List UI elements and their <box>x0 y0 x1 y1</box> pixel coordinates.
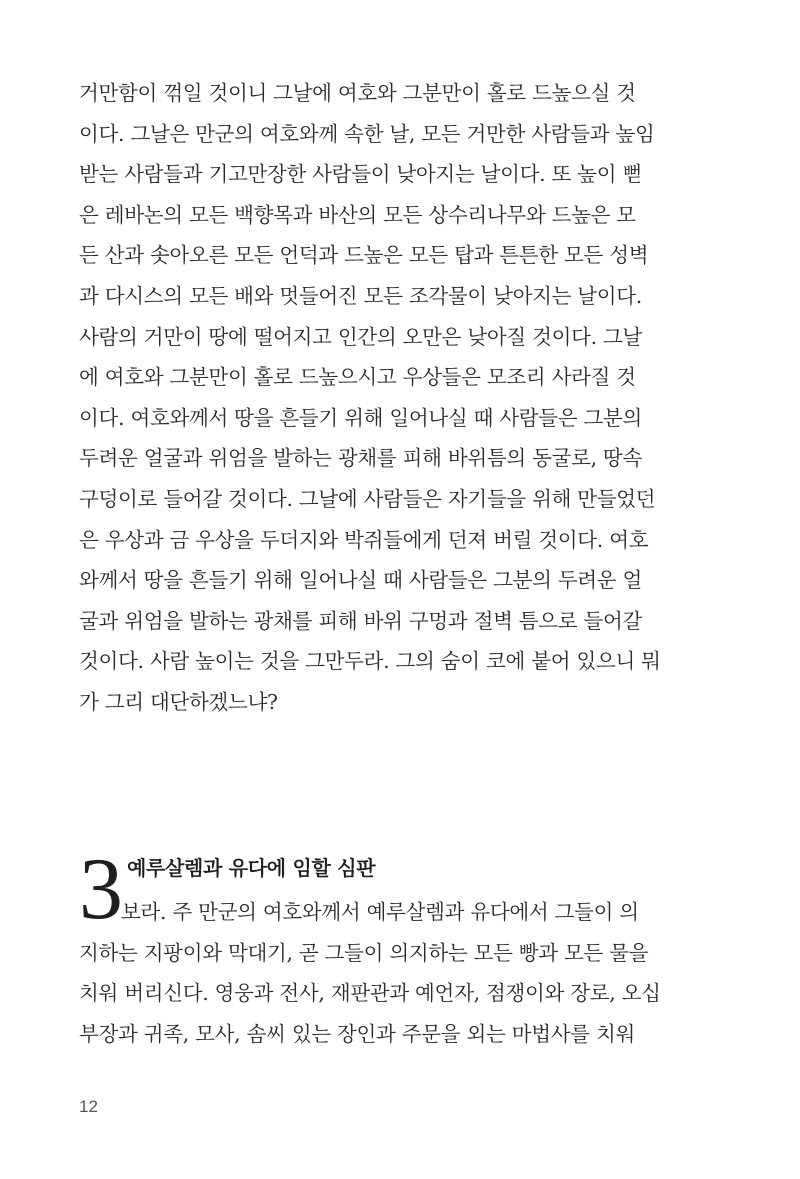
text-line: 거만함이 꺾일 것이니 그날에 여호와 그분만이 홀로 드높으실 것 <box>79 81 636 105</box>
text-line: 두려운 얼굴과 위엄을 발하는 광채를 피해 바위틈의 동굴로, 땅속 <box>79 446 643 471</box>
text-line: 구덩이로 들어갈 것이다. 그날에 사람들은 자기들을 위해 만들었던 <box>79 486 656 511</box>
text-line: 지하는 지팡이와 막대기, 곧 그들이 의지하는 모든 빵과 모든 물을 <box>79 940 649 965</box>
text-line: 받는 사람들과 기고만장한 사람들이 낮아지는 날이다. 또 높이 뻗 <box>79 162 643 187</box>
text-line: 사람의 거만이 땅에 떨어지고 인간의 오만은 낮아질 것이다. 그날 <box>79 324 643 349</box>
text-line: 가 그리 대단하겠느냐? <box>79 689 278 714</box>
text-line: 은 우상과 금 우상을 두더지와 박쥐들에게 던져 버릴 것이다. 여호 <box>79 527 649 552</box>
text-line: 굴과 위엄을 발하는 광채를 피해 바위 구멍과 절벽 틈으로 들어갈 <box>79 608 643 633</box>
text-line: 든 산과 솟아오른 모든 언덕과 드높은 모든 탑과 튼튼한 모든 성벽 <box>79 243 649 268</box>
text-line: 에 여호와 그분만이 홀로 드높으시고 우상들은 모조리 사라질 것 <box>79 365 636 390</box>
text-line: 것이다. 사람 높이는 것을 그만두라. 그의 숨이 코에 붙어 있으니 뭐 <box>79 649 661 674</box>
chapter-number: 3 <box>79 841 123 938</box>
body-paragraph <box>79 892 722 1054</box>
text-line: 과 다시스의 모든 배와 멋들어진 모든 조각물이 낮아지는 날이다. <box>79 283 643 308</box>
text-line: 은 레바논의 모든 백향목과 바산의 모든 상수리나무와 드높은 모 <box>79 202 636 227</box>
text-line: 이다. 그날은 만군의 여호와께 속한 날, 모든 거만한 사람들과 높임 <box>79 121 655 146</box>
text-line: 보라. 주 만군의 여호와께서 예루살렘과 유다에서 그들이 의 <box>121 900 639 924</box>
text-line: 부장과 귀족, 모사, 솜씨 있는 장인과 주문을 외는 마법사를 치워 <box>79 1021 635 1046</box>
text-line: 이다. 여호와께서 땅을 흔들기 위해 일어나실 때 사람들은 그분의 <box>79 405 643 430</box>
body-paragraph <box>79 73 722 723</box>
chapter-title: 예루살렘과 유다에 임할 심판 <box>127 856 376 880</box>
page-number: 12 <box>79 1097 98 1116</box>
text-line: 치워 버리신다. 영웅과 전사, 재판관과 예언자, 점쟁이와 장로, 오십 <box>79 981 661 1006</box>
text-line: 와께서 땅을 흔들기 위해 일어나실 때 사람들은 그분의 두려운 얼 <box>79 568 643 593</box>
